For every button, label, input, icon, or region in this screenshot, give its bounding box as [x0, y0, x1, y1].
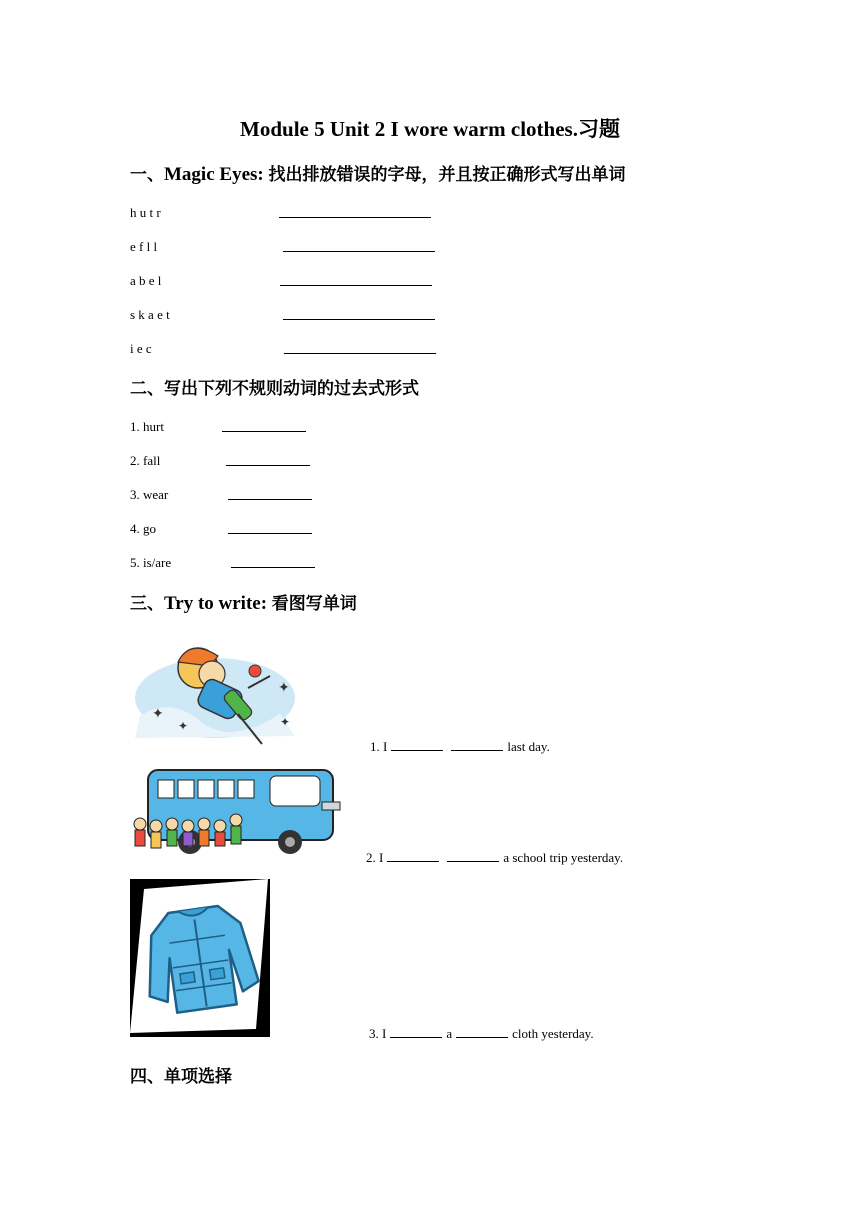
jacket-image	[130, 879, 270, 1037]
answer-blank-2[interactable]	[283, 239, 435, 252]
verb-row-4: 4. go	[130, 521, 156, 536]
sentence-1-blank-a[interactable]	[391, 739, 443, 751]
verb-blank-3[interactable]	[228, 487, 312, 500]
scramble-row-2: e f l l	[130, 239, 158, 254]
section-4-heading: 四、单项选择	[130, 1067, 232, 1087]
answer-blank-3[interactable]	[280, 273, 432, 286]
sentence-3-blank-a[interactable]	[390, 1026, 442, 1038]
sentence-2: 2. I a school trip yesterday.	[366, 850, 624, 865]
svg-text:✦: ✦	[178, 719, 189, 733]
answer-blank-5[interactable]	[284, 341, 436, 354]
answer-blank-1[interactable]	[279, 205, 431, 218]
school-bus-image	[130, 762, 345, 860]
verb-blank-4[interactable]	[228, 521, 312, 534]
verb-blank-1[interactable]	[222, 419, 306, 432]
sentence-2-blank-a[interactable]	[387, 850, 439, 862]
sentence-3-blank-b[interactable]	[456, 1026, 508, 1038]
sentence-2-blank-b[interactable]	[447, 850, 499, 862]
verb-row-2: 2. fall	[130, 453, 161, 468]
svg-text:✦: ✦	[280, 715, 291, 729]
scramble-row-5: i e c	[130, 341, 152, 356]
section-2-heading: 二、写出下列不规则动词的过去式形式	[130, 379, 419, 399]
skier-fall-image	[130, 626, 305, 748]
page-title: Module 5 Unit 2 I wore warm clothes.习题	[240, 117, 620, 141]
answer-blank-4[interactable]	[283, 307, 435, 320]
scramble-row-4: s k a e t	[130, 307, 170, 322]
verb-row-1: 1. hurt	[130, 419, 164, 434]
scramble-row-3: a b e l	[130, 273, 162, 288]
sentence-1: 1. I last day.	[370, 739, 550, 754]
svg-text:✦: ✦	[152, 707, 164, 722]
verb-blank-5[interactable]	[231, 555, 315, 568]
verb-blank-2[interactable]	[226, 453, 310, 466]
sentence-3: 3. I a cloth yesterday.	[369, 1026, 594, 1041]
section-3-heading: 三、Try to write: 看图写单词	[130, 593, 357, 614]
verb-row-5: 5. is/are	[130, 555, 172, 570]
verb-row-3: 3. wear	[130, 487, 169, 502]
section-1-heading: 一、Magic Eyes: 找出排放错误的字母，并且按正确形式写出单词	[130, 164, 626, 185]
sentence-1-blank-b[interactable]	[451, 739, 503, 751]
svg-text:✦: ✦	[278, 681, 290, 696]
scramble-row-1: h u t r	[130, 205, 161, 220]
